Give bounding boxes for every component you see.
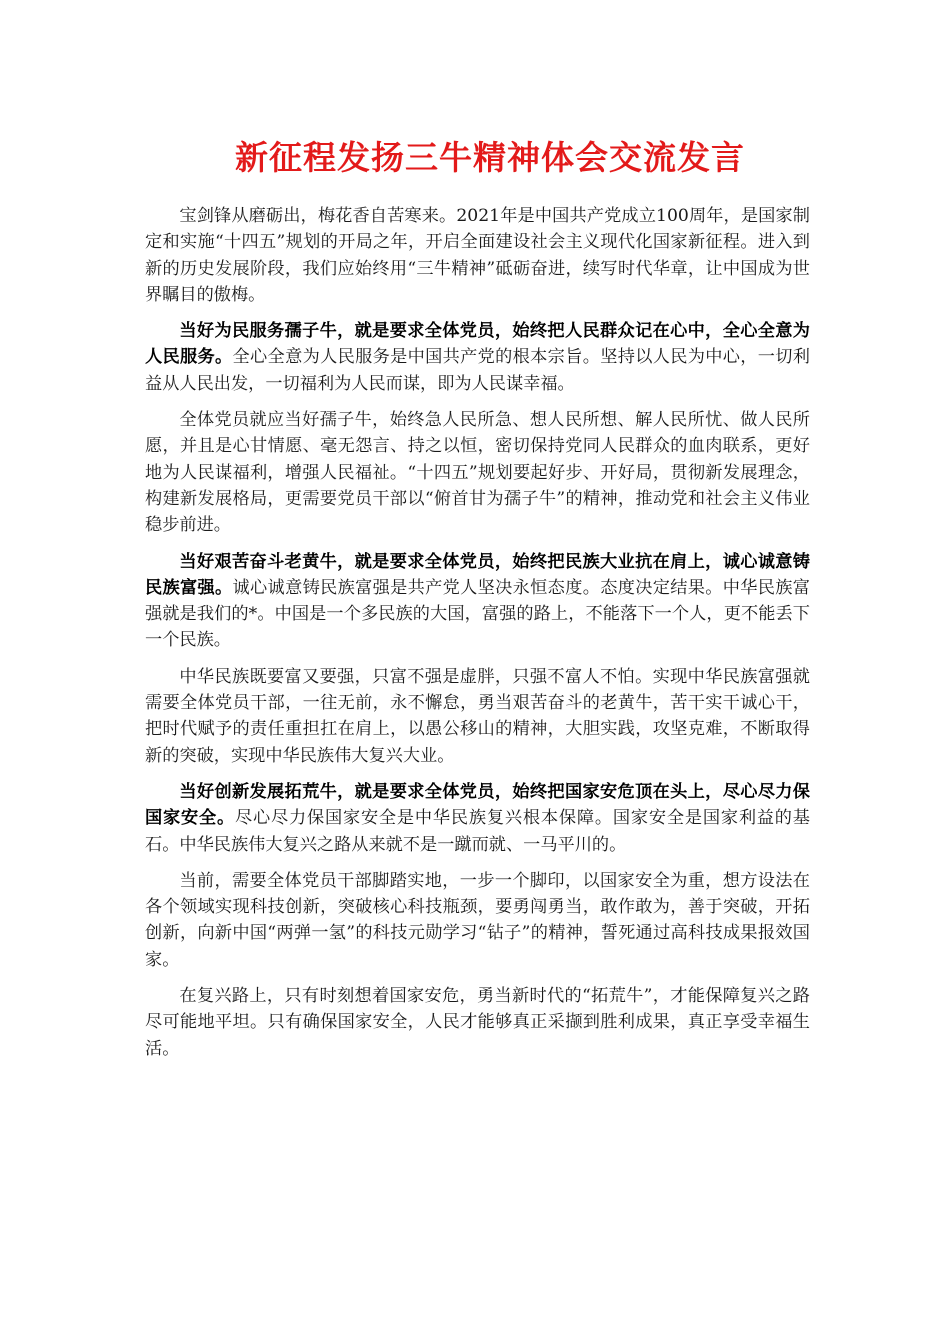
paragraph-lead: 当好创新发展拓荒牛，就是要求全体党员，始终把国家安危顶在头上，尽心尽力保国家安全。 xyxy=(145,781,810,829)
paragraph-2 xyxy=(145,318,810,397)
paragraph-text: 尽心尽力保国家安全是中华民族复兴根本保障。国家安全是国家利益的基石。中华民族伟大复兴之路从来就不是一蹴而就、一马平川的。 xyxy=(145,808,810,855)
paragraph-5 xyxy=(145,664,810,769)
paragraph-8 xyxy=(145,983,810,1062)
paragraph-lead: 当好艰苦奋斗老黄牛，就是要求全体党员，始终把民族大业抗在肩上，诚心诚意铸民族富强。 xyxy=(145,551,810,598)
document-title: 新征程发扬三牛精神体会交流发言 xyxy=(235,138,745,177)
paragraph-1 xyxy=(145,203,810,308)
paragraph-7 xyxy=(145,868,810,973)
paragraph-4 xyxy=(145,549,810,654)
paragraph-text: 中华民族既要富又要强，只富不强是虚胖，只强不富人不怕。实现中华民族富强就需要全体党员干部，一往无前，永不懈怠，勇当艰苦奋斗的老黄牛，苦干实干诚心干，把时代赋予的责任重担扛在肩上，以愚公移山的精神，大胆实践，攻坚克难，不断取得新的突破，实现中华民族伟大复兴大业。 xyxy=(145,666,810,766)
paragraph-lead: 当好为民服务孺子牛，就是要求全体党员，始终把人民群众记在心中，全心全意为人民服务。 xyxy=(145,321,810,368)
paragraph-text: 诚心诚意铸民族富强是共产党人坚决永恒态度。态度决定结果。中华民族富强就是我们的*。中国是一个多民族的大国，富强的路上，不能落下一个人，更不能丢下一个民族。 xyxy=(145,577,810,651)
paragraph-text: 在复兴路上，只有时刻想着国家安危，勇当新时代的“拓荒牛”，才能保障复兴之路尽可能地平坦。只有确保国家安全，人民才能够真正采撷到胜利成果，真正享受幸福生活。 xyxy=(145,986,810,1059)
paragraph-3 xyxy=(145,407,810,538)
paragraph-text: 宝剑锋从磨砺出，梅花香自苦寒来。2021年是中国共产党成立100周年，是国家制定和实施“十四五”规划的开局之年，开启全面建设社会主义现代化国家新征程。进入到新的历史发展阶段，我们应始终用“三牛精神”砥砺奋进，续写时代华章，让中国成为世界瞩目的傲梅。 xyxy=(145,206,810,305)
paragraph-text: 当前，需要全体党员干部脚踏实地，一步一个脚印，以国家安全为重，想方设法在各个领域实现科技创新，突破核心科技瓶颈，要勇闯勇当，敢作敢为，善于突破，开拓创新，向新中国“两弹一氢”的科技元勋学习“钻子”的精神，誓死通过高科技成果报效国家。 xyxy=(145,870,810,970)
paragraph-6 xyxy=(145,779,810,858)
paragraph-text: 全心全意为人民服务是中国共产党的根本宗旨。坚持以人民为中心，一切利益从人民出发，一切福利为人民而谋，即为人民谋幸福。 xyxy=(145,347,810,394)
document-page xyxy=(145,132,810,1072)
paragraph-text: 全体党员就应当好孺子牛，始终急人民所急、想人民所想、解人民所忧、做人民所愿，并且是心甘情愿、毫无怨言、持之以恒，密切保持党同人民群众的血肉联系，更好地为人民谋福利，增强人民福祉。“十四五”规划要起好步、开好局，贯彻新发展理念，构建新发展格局，更需要党员干部以“俯首甘为孺子牛”的精神，推动党和社会主义伟业稳步前进。 xyxy=(145,410,810,536)
